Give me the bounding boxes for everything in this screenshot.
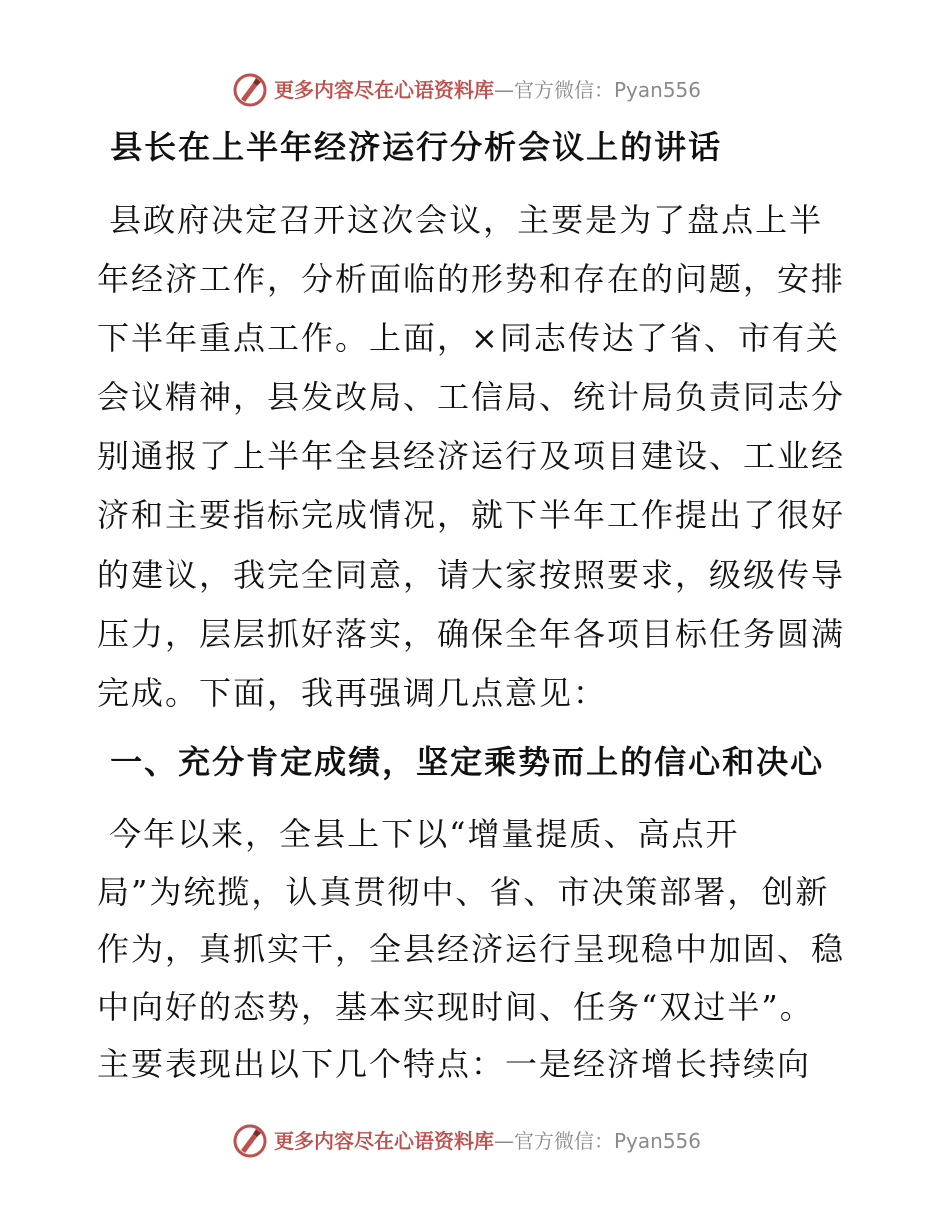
document-paragraph: 县政府决定召开这次会议，主要是为了盘点上半 年经济工作，分析面临的形势和存在的问题，安排 下半年重点工作。上面，×同志传达了省、市有关 会议精神，县发改局、工信局、统计局负责同志分 别通报了上半年全县经济运行及项目建设、工业经 济和主要指标完成情况，就下半年工作提出了很好 的建议，我完全同意，请大家按照要求，级级传导 压力，层层抓好落实，确保全年各项目标任务圆满 完成。下面，我再强调几点意见： — [97, 201, 846, 712]
watermark-text — [274, 1129, 701, 1153]
footer-watermark-banner — [232, 1121, 701, 1161]
document-title: 县长在上半年经济运行分析会议上的讲话 — [97, 128, 723, 166]
watermark-wechat: —官方微信：Pyan556 — [494, 1129, 702, 1153]
watermark-wechat: —官方微信：Pyan556 — [494, 78, 702, 102]
pen-logo-icon — [232, 72, 268, 108]
document-paragraph: 今年以来，全县上下以“增量提质、高点开 局”为统揽，认真贯彻中、省、市决策部署，创新 作为，真抓实干，全县经济运行呈现稳中加固、稳 中向好的态势，基本实现时间、任务“双过半”。 主要表现出以下几个特点：一是经济增长持续向 — [97, 815, 846, 1083]
watermark-site-name: 更多内容尽在心语资料库 — [274, 1129, 494, 1153]
watermark-text — [274, 78, 701, 102]
section-heading: 一、充分肯定成绩，坚定乘势而上的信心和决心 — [97, 743, 825, 781]
pen-logo-icon — [232, 1123, 268, 1159]
header-watermark-banner — [232, 70, 701, 110]
watermark-site-name: 更多内容尽在心语资料库 — [274, 78, 494, 102]
